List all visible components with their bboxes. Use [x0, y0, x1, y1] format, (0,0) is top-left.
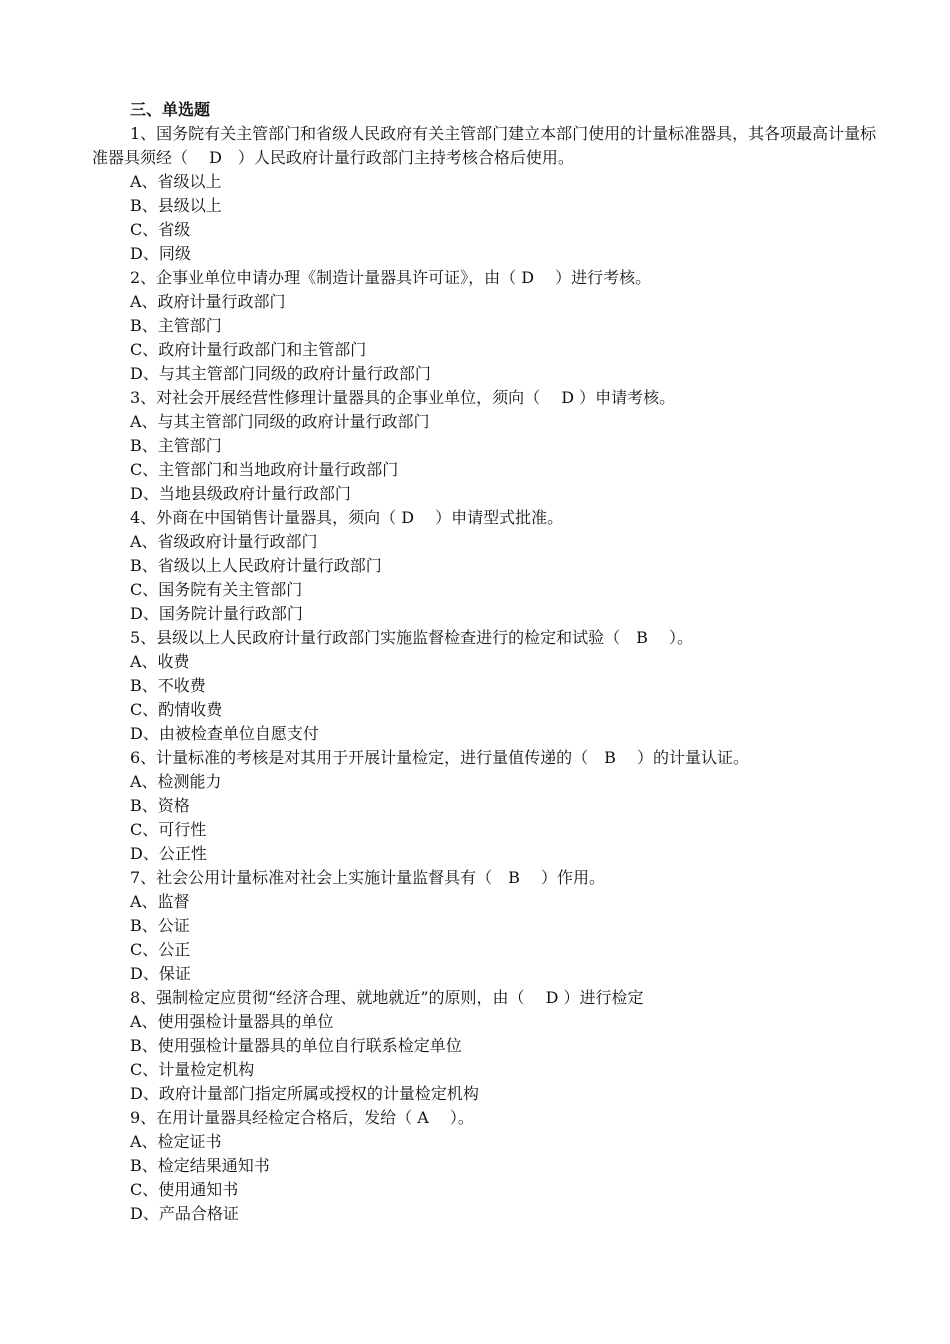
answer-option: C、计量检定机构: [130, 1060, 255, 1079]
answer-option: A、与其主管部门同级的政府计量行政部门: [130, 412, 430, 431]
answer-option: B、主管部门: [130, 316, 222, 335]
answer-option: A、检定证书: [130, 1132, 222, 1151]
answer-option: B、省级以上人民政府计量行政部门: [130, 556, 382, 575]
section-title: 三、单选题: [130, 100, 211, 119]
question-9: [92, 1106, 890, 1226]
answer-option: D、政府计量部门指定所属或授权的计量检定机构: [130, 1084, 479, 1103]
question-8: [92, 986, 890, 1106]
answer-option: C、国务院有关主管部门: [130, 580, 303, 599]
answer-option: C、使用通知书: [130, 1180, 239, 1199]
question-stem: 3、对社会开展经营性修理计量器具的企事业单位，须向（ D ）申请考核。: [130, 388, 676, 407]
answer-option: C、酌情收费: [130, 700, 223, 719]
answer-option: B、主管部门: [130, 436, 222, 455]
answer-option: A、省级政府计量行政部门: [130, 532, 318, 551]
answer-option: D、由被检查单位自愿支付: [130, 724, 319, 743]
answer-option: A、检测能力: [130, 772, 222, 791]
answer-option: B、资格: [130, 796, 190, 815]
answer-option: D、同级: [130, 244, 191, 263]
answer-option: D、与其主管部门同级的政府计量行政部门: [130, 364, 431, 383]
answer-option: D、公正性: [130, 844, 207, 863]
answer-option: B、使用强检计量器具的单位自行联系检定单位: [130, 1036, 462, 1055]
answer-option: C、政府计量行政部门和主管部门: [130, 340, 367, 359]
question-stem: 7、社会公用计量标准对社会上实施计量监督具有（ B ）作用。: [130, 868, 606, 887]
question-list: [92, 122, 890, 1226]
answer-option: D、当地县级政府计量行政部门: [130, 484, 351, 503]
question-stem: 1、国务院有关主管部门和省级人民政府有关主管部门建立本部门使用的计量标准器具，其各项最高计量标准器具须经（ D ）人民政府计量行政部门主持考核合格后使用。: [92, 124, 877, 167]
answer-option: A、收费: [130, 652, 190, 671]
answer-option: B、县级以上: [130, 196, 222, 215]
answer-option: D、保证: [130, 964, 191, 983]
answer-option: C、省级: [130, 220, 191, 239]
answer-option: D、产品合格证: [130, 1204, 239, 1223]
question-7: [92, 866, 890, 986]
answer-option: A、监督: [130, 892, 190, 911]
question-stem: 2、企事业单位申请办理《制造计量器具许可证》，由（ D ）进行考核。: [130, 268, 652, 287]
answer-option: A、政府计量行政部门: [130, 292, 286, 311]
question-5: [92, 626, 890, 746]
answer-option: B、不收费: [130, 676, 206, 695]
question-2: [92, 266, 890, 386]
question-stem: 5、县级以上人民政府计量行政部门实施监督检查进行的检定和试验（ B ）。: [130, 628, 694, 647]
answer-option: A、使用强检计量器具的单位: [130, 1012, 334, 1031]
question-4: [92, 506, 890, 626]
answer-option: C、公正: [130, 940, 191, 959]
answer-option: A、省级以上: [130, 172, 222, 191]
answer-option: B、公证: [130, 916, 190, 935]
answer-option: C、主管部门和当地政府计量行政部门: [130, 460, 399, 479]
answer-option: B、检定结果通知书: [130, 1156, 270, 1175]
question-6: [92, 746, 890, 866]
answer-option: C、可行性: [130, 820, 207, 839]
question-stem: 8、强制检定应贯彻“经济合理、就地就近”的原则，由（ D ）进行检定: [130, 988, 644, 1007]
question-3: [92, 386, 890, 506]
question-stem: 9、在用计量器具经检定合格后，发给（ A ）。: [130, 1108, 474, 1127]
question-1: [92, 122, 890, 266]
answer-option: D、国务院计量行政部门: [130, 604, 303, 623]
question-stem: 4、外商在中国销售计量器具，须向（ D ）申请型式批准。: [130, 508, 564, 527]
question-stem: 6、计量标准的考核是对其用于开展计量检定，进行量值传递的（ B ）的计量认证。: [130, 748, 750, 767]
